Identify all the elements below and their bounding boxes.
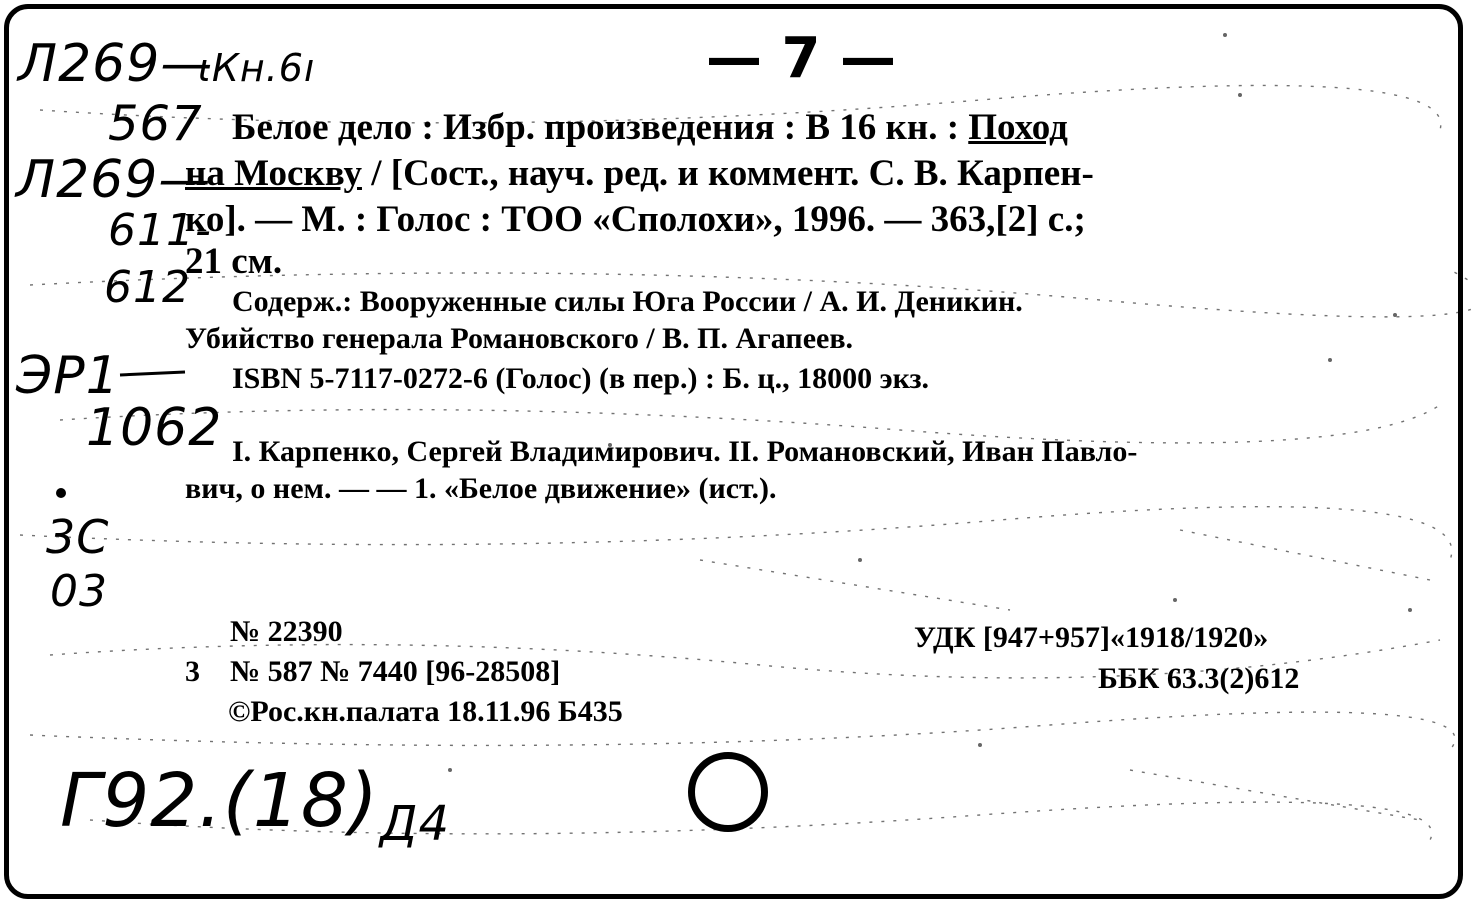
handwritten-number-611: 611- — [108, 205, 212, 256]
punch-hole — [688, 752, 768, 832]
entry-responsibility: / [Сост., науч. ред. и коммент. С. В. Карпен- — [361, 153, 1094, 194]
ink-dot — [56, 488, 66, 498]
entry-volume-title-part-1: Поход — [968, 107, 1068, 148]
entry-line-2 — [185, 152, 1094, 195]
tracings-line-2: вич, о нем. — — 1. «Белое движение» (ист.). — [185, 472, 777, 505]
handwritten-call-number-2: Л269— — [16, 150, 212, 210]
handwritten-call-number-1: Л269— — [18, 34, 214, 94]
registration-numbers: № 587 № 7440 [96-28508] — [230, 655, 561, 688]
handwritten-call-number-3: ЭР1 — [16, 346, 120, 406]
card-number: — 7 — — [706, 26, 896, 91]
entry-title: Белое дело : Избр. произведения : В 16 кн. : — [232, 107, 969, 148]
udk-code: УДК [947+957]«1918/1920» — [914, 621, 1269, 654]
bbk-code: ББК 63.3(2)612 — [1098, 662, 1300, 695]
handwritten-03: 03 — [50, 566, 108, 617]
handwritten-book-number: ιКн.6ı — [198, 46, 316, 90]
contents-line-2: Убийство генерала Романовского / В. П. Агапеев. — [185, 322, 854, 355]
entry-publication: ко]. — М. : Голос : ТОО «Сполохи», 1996. — 363,[2] с.; — [185, 199, 1086, 240]
record-number: № 22390 — [230, 615, 343, 648]
handwritten-3c: 3С — [46, 510, 110, 564]
registration-lead: 3 — [185, 655, 200, 688]
tracings-line-1: I. Карпенко, Сергей Владимирович. II. Романовский, Иван Павло- — [232, 435, 1138, 468]
chamber-copyright: ©Рос.кн.палата 18.11.96 Б435 — [228, 695, 623, 728]
entry-volume-title-part-2: на Москву — [185, 153, 362, 194]
entry-line-1 — [232, 106, 1068, 149]
handwritten-number-612: 612 — [104, 262, 191, 313]
handwritten-author-mark: Д4 — [380, 796, 451, 852]
entry-size: 21 см. — [185, 241, 283, 282]
handwritten-number-567: 567 — [108, 96, 203, 152]
handwritten-number-1062: 1062 — [86, 398, 223, 458]
handwritten-shelf-number: Г92.(18) — [60, 758, 379, 844]
isbn-line: ISBN 5-7117-0272-6 (Голос) (в пер.) : Б. ц., 18000 экз. — [232, 362, 930, 395]
contents-line-1: Содерж.: Вооруженные силы Юга России / А. И. Деникин. — [232, 285, 1023, 318]
